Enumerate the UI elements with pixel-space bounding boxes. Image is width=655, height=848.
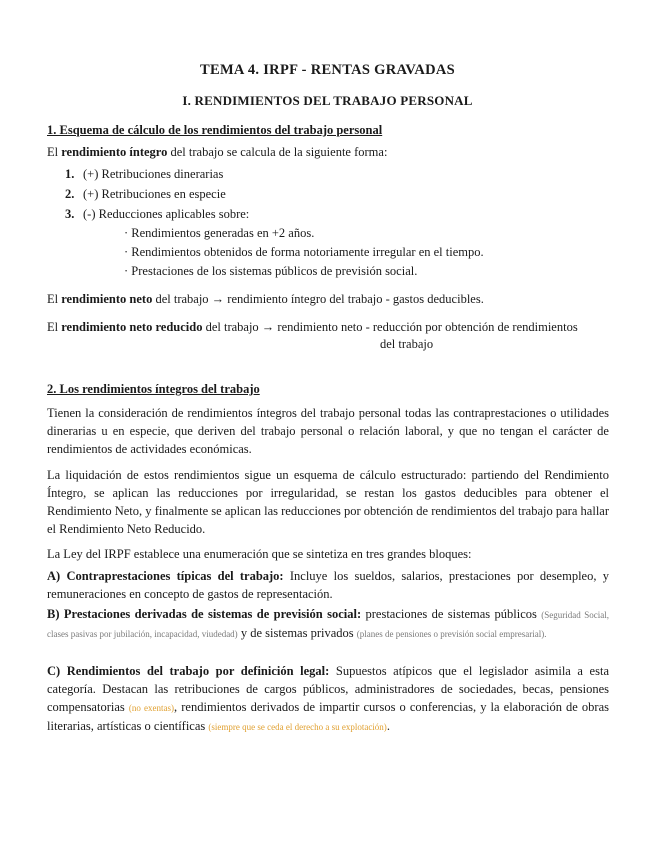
block-b: B) Prestaciones derivadas de sistemas de previsión social: prestaciones de sistemas públicos (Seguridad Social, clases pasivas por jubilación, incapacidad, viudedad) y de sistemas privados (planes de pensiones o previsión social empresarial). xyxy=(47,607,609,640)
note-cesion-derecho: (siempre que se ceda el derecho a su explotación) xyxy=(208,722,387,732)
block-a: A) Contraprestaciones típicas del trabajo: Incluye los sueldos, salarios, prestaciones por desempleo, y remuneraciones en concepto de gastos de representación. xyxy=(47,569,609,601)
intro-line: El rendimiento íntegro del trabajo se calcula de la siguiente forma: xyxy=(47,145,388,159)
reducido-line: El rendimiento neto reducido del trabajo → rendimiento neto - reducción por obtención de rendimientos xyxy=(47,320,578,334)
bullet-1: · Rendimientos generadas en +2 años. xyxy=(124,226,315,240)
neto-line: El rendimiento neto del trabajo → rendimiento íntegro del trabajo - gastos deducibles. xyxy=(47,292,484,306)
paragraph-2: La liquidación de estos rendimientos sigue un esquema de cálculo estructurado: partiendo del Rendimiento Íntegro, se aplican las reducciones por irregularidad, se restan los gastos deducibles para obtener el Rendimiento Neto, y finalmente se aplican las reducciones por obtención de rendimientos del trabajo para hallar el Rendimiento Neto Reducido. xyxy=(47,468,609,536)
note-planes-pensiones: (planes de pensiones o previsión social empresarial). xyxy=(356,629,547,639)
list-item-3: 3. (-) Reducciones aplicables sobre: xyxy=(65,207,250,221)
section2-heading: 2. Los rendimientos íntegros del trabajo xyxy=(47,382,260,396)
paragraph-3: La Ley del IRPF establece una enumeración que se sintetiza en tres grandes bloques: xyxy=(47,547,472,561)
section1-heading: 1. Esquema de cálculo de los rendimientos del trabajo personal xyxy=(47,123,383,137)
bullet-3: · Prestaciones de los sistemas públicos de previsión social. xyxy=(124,264,418,278)
note-no-exentas: (no exentas) xyxy=(128,703,175,713)
list-item-2: 2. (+) Retribuciones en especie xyxy=(65,187,226,201)
reducido-continuation: del trabajo xyxy=(380,337,434,351)
paragraph-1: Tienen la consideración de rendimientos íntegros del trabajo personal todas las contraprestaciones o utilidades dinerarias u en especie, que deriven del trabajo personal o relación laboral, y que no tengan el carácter de rendimientos de actividades económicas. xyxy=(47,406,609,456)
intro-bold: rendimiento íntegro xyxy=(61,145,168,159)
page-title: TEMA 4. IRPF - RENTAS GRAVADAS xyxy=(200,62,455,78)
block-c: C) Rendimientos del trabajo por definición legal: Supuestos atípicos que el legislador asimila a esta categoría. Destacan las retribuciones de cargos públicos, administradores de sociedades, becas, pensiones compensatorias (no exentas), rendimientos derivados de impartir cursos o conferencias, y la elaboración de obras literarias, artísticas o científicas (siempre que se ceda el derecho a su explotación). xyxy=(47,664,609,733)
section-title: I. RENDIMIENTOS DEL TRABAJO PERSONAL xyxy=(182,93,473,108)
list-item-1: 1. (+) Retribuciones dinerarias xyxy=(65,167,224,181)
bullet-2: · Rendimientos obtenidos de forma notoriamente irregular en el tiempo. xyxy=(124,245,484,259)
note-seguridad-social: (Seguridad Social, clases pasivas por jubilación, incapacidad, viudedad) xyxy=(47,610,609,639)
